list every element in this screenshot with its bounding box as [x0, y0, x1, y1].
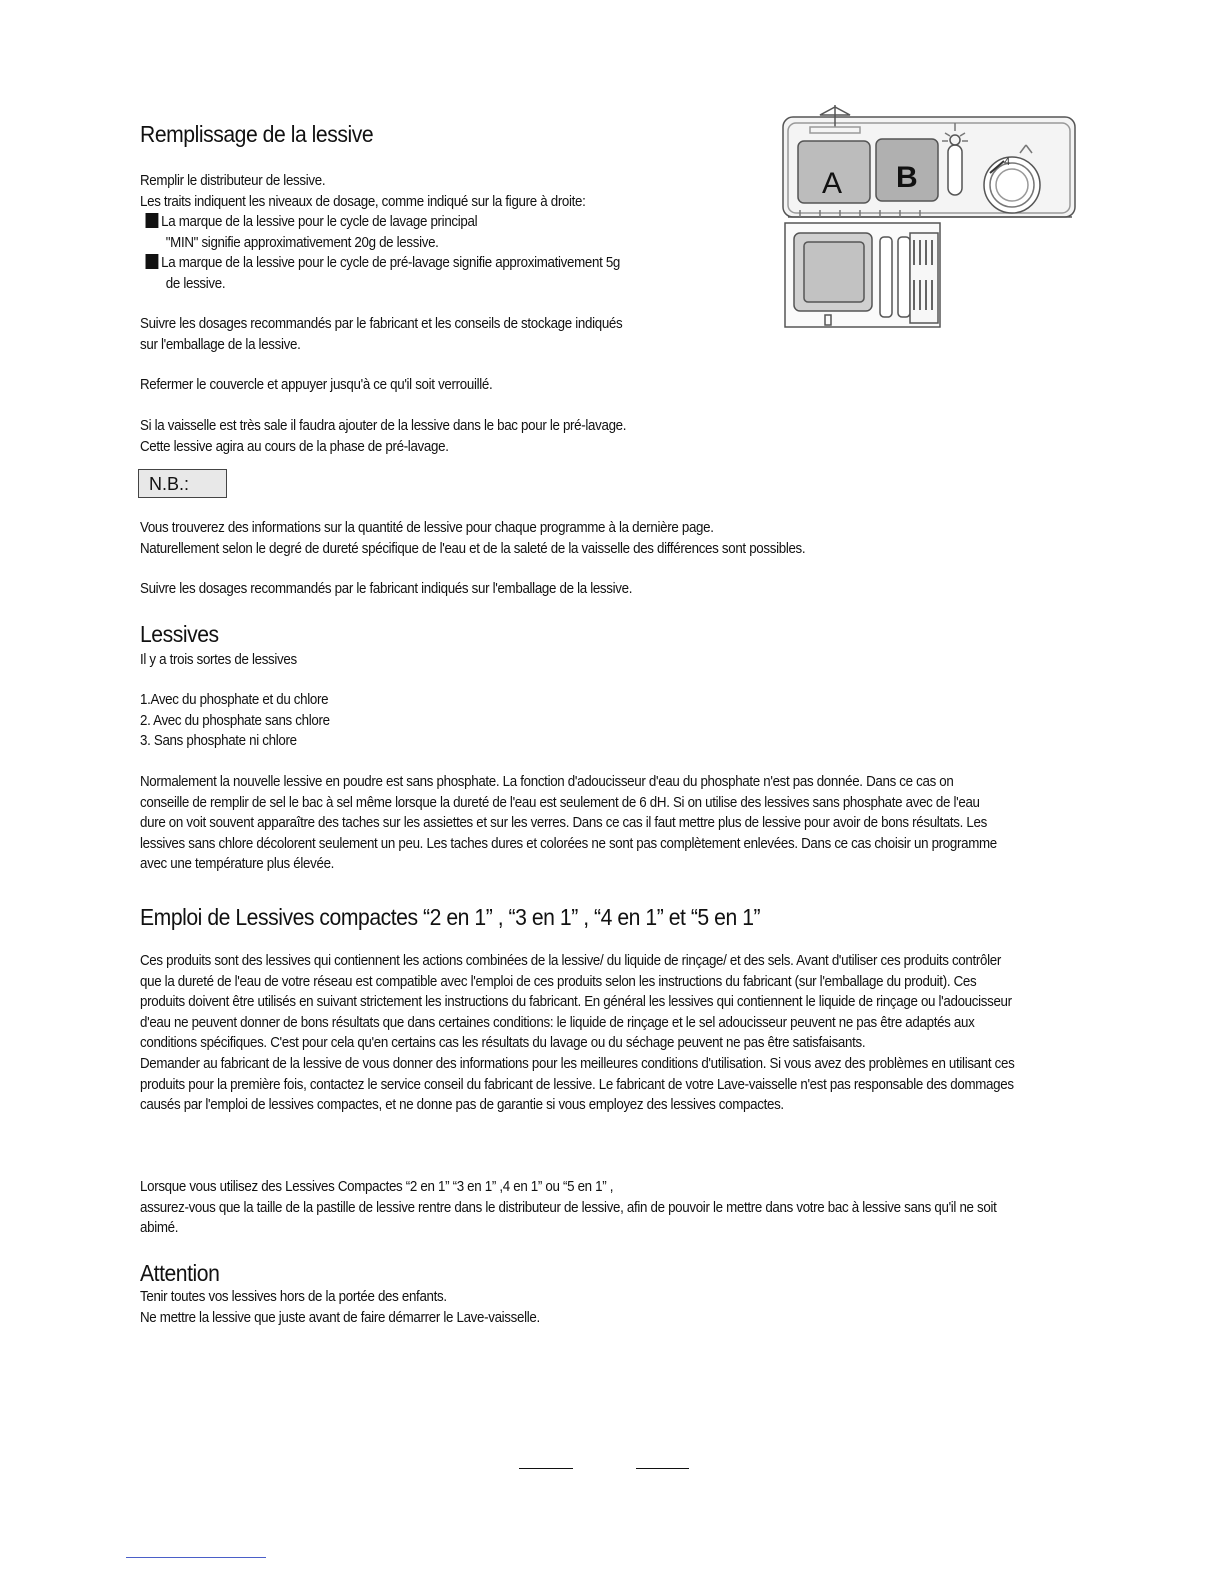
- list-item: 2. Avec du phosphate sans chlore: [140, 712, 330, 729]
- paragraph-line: causés par l'emploi de lessives compactes, et ne donne pas de garantie si vous employez des lessives compactes.: [140, 1097, 784, 1114]
- bullet-square-icon: [146, 254, 159, 269]
- paragraph-line: Tenir toutes vos lessives hors de la portée des enfants.: [140, 1289, 447, 1305]
- prewash-paragraph: [140, 416, 626, 457]
- lessives-list: [140, 690, 330, 752]
- footnote-rule: [126, 1557, 266, 1558]
- list-item: 3. Sans phosphate ni chlore: [140, 733, 297, 750]
- bullet-continuation: "MIN" signifie approximativement 20g de lessive.: [165, 234, 439, 251]
- paragraph-line: produits doivent être utilisés en suivant strictement les instructions du fabricant. En général les lessives qui contiennent le liquide de rinçage ou l'adoucisseur: [140, 994, 1012, 1011]
- section-title-lessives: Lessives: [140, 621, 219, 647]
- figure-dial-number: 4: [1004, 156, 1011, 168]
- paragraph-line: d'eau ne peuvent donner de bons résultats que dans certaines conditions: le liquide de rinçage et le sel adoucisseur peuvent ne pas être adaptés aux: [140, 1014, 975, 1031]
- section-title-compactes: Emploi de Lessives compactes “2 en 1” , “3 en 1” , “4 en 1” et “5 en 1”: [140, 904, 761, 930]
- lid-paragraph: Refermer le couvercle et appuyer jusqu'à ce qu'il soit verrouillé.: [140, 377, 493, 393]
- lessives-intro: Il y a trois sortes de lessives: [140, 652, 297, 668]
- paragraph-line: conseille de remplir de sel le bac à sel même lorsque la dureté de l'eau est seulement de 6 dH. Si on utilise des lessives sans phosphate avec de l'eau: [140, 794, 980, 811]
- paragraph-line: Suivre les dosages recommandés par le fabricant et les conseils de stockage indiqués: [140, 316, 623, 332]
- section-title-attention: Attention: [140, 1260, 220, 1286]
- paragraph-line: Naturellement selon le degré de dureté spécifique de l'eau et de la saleté de la vaisselle des différences sont possibles.: [140, 540, 806, 557]
- list-item: 1.Avec du phosphate et du chlore: [140, 692, 329, 708]
- section-title-remplissage: Remplissage de la lessive: [140, 121, 374, 147]
- bullet-main-wash: La marque de la lessive pour le cycle de lavage principal: [161, 214, 478, 231]
- figure-label-a: A: [822, 167, 843, 200]
- compactes-size-paragraph: [140, 1177, 997, 1239]
- paragraph-line: abimé.: [140, 1220, 179, 1237]
- paragraph-line: Demander au fabricant de la lessive de vous donner des informations pour les meilleures conditions d'utilisation. Si vous avez des problèmes en utilisant ces: [140, 1055, 1015, 1072]
- paragraph-line: Ne mettre la lessive que juste avant de faire démarrer le Lave-vaisselle.: [140, 1309, 540, 1326]
- paragraph-line: dure on voit souvent apparaître des taches sur les assiettes et sur les verres. Dans ce cas il faut mettre plus de lessive pour avoir de bons résultats. Les: [140, 815, 987, 832]
- dosage-paragraph: [140, 314, 622, 355]
- footer-rule-left: [519, 1468, 573, 1469]
- footer-rule-right: [636, 1468, 689, 1469]
- detergent-dispenser-figure: [780, 105, 1080, 330]
- paragraph-line: conditions spécifiques. C'est pour cela qu'en certains cas les résultats du lavage ou du séchage peuvent ne pas être satisfaisants.: [140, 1035, 866, 1052]
- lessives-paragraph: [140, 772, 997, 875]
- bullet-prewash: La marque de la lessive pour le cycle de pré-lavage signifie approximativement 5g: [161, 255, 621, 272]
- paragraph-line: Lorsque vous utilisez des Lessives Compactes “2 en 1” “3 en 1” ,4 en 1” ou “5 en 1” ,: [140, 1179, 614, 1195]
- bullet-square-icon: [146, 213, 159, 228]
- attention-paragraph: [140, 1287, 540, 1328]
- paragraph-line: produits pour la première fois, contactez le service conseil du fabricant de lessive. Le fabricant de votre Lave-vaisselle n'est pas responsable des dommages: [140, 1076, 1014, 1093]
- figure-label-b: B: [896, 161, 918, 194]
- paragraph-line: Les traits indiquent les niveaux de dosage, comme indiqué sur la figure à droite:: [140, 193, 586, 210]
- paragraph-line: sur l'emballage de la lessive.: [140, 336, 301, 353]
- paragraph-line: avec une température plus élevée.: [140, 856, 335, 873]
- paragraph-line: lessives sans chlore décolorent seulement un peu. Les taches dures et colorées ne sont pas complètement enlevées. Dans ce cas choisir un programme: [140, 835, 997, 852]
- bullet-continuation: de lessive.: [165, 275, 226, 292]
- nb-dosage-line: Suivre les dosages recommandés par le fabricant indiqués sur l'emballage de la lessive.: [140, 581, 633, 597]
- paragraph-line: Remplir le distributeur de lessive.: [140, 173, 326, 189]
- paragraph-line: Cette lessive agira au cours de la phase de pré-lavage.: [140, 438, 449, 455]
- compactes-paragraph: [140, 951, 1014, 1116]
- paragraph-line: Ces produits sont des lessives qui contiennent les actions combinées de la lessive/ du liquide de rinçage/ et des sels. Avant d'utiliser ces produits contrôler: [140, 953, 1001, 969]
- paragraph-line: que la dureté de l'eau de votre réseau est compatible avec l'emploi de ces produits selon les instructions du fabricant (sur l'emballage du produit). Ces: [140, 973, 977, 990]
- paragraph-line: Si la vaisselle est très sale il faudra ajouter de la lessive dans le bac pour le pré-lavage.: [140, 418, 627, 434]
- remplissage-block: [140, 171, 620, 295]
- paragraph-line: Normalement la nouvelle lessive en poudre est sans phosphate. La fonction d'adoucisseur d'eau du phosphate n'est pas donnée. Dans ce cas on: [140, 774, 954, 790]
- nb-label-box: N.B.:: [138, 469, 227, 498]
- paragraph-line: assurez-vous que la taille de la pastille de lessive rentre dans le distributeur de lessive, afin de pouvoir le mettre dans votre bac à lessive sans qu'il ne soit: [140, 1199, 997, 1216]
- nb-paragraph: [140, 518, 805, 559]
- paragraph-line: Vous trouverez des informations sur la quantité de lessive pour chaque programme à la dernière page.: [140, 520, 714, 536]
